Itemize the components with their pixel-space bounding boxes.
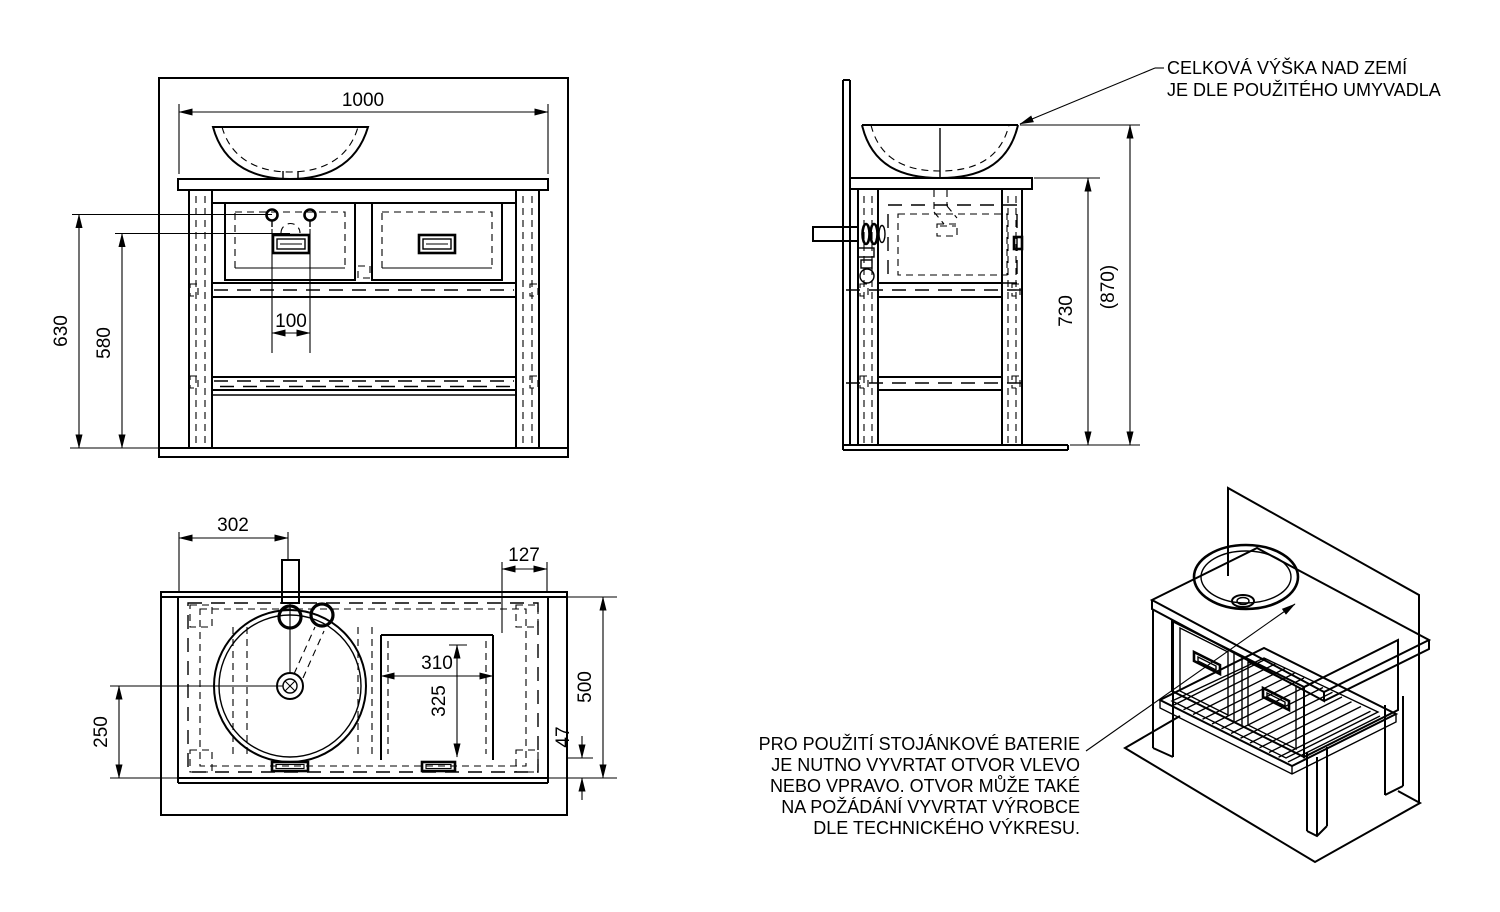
backsplash-panel — [159, 78, 568, 457]
side-view — [813, 68, 1164, 450]
dim-counter-height: 730 — [1056, 295, 1077, 327]
leg-right — [516, 190, 539, 448]
note-overall-height-line2: JE DLE POUŽITÉHO UMYVADLA — [1167, 80, 1441, 100]
handle-iso-left — [1194, 652, 1220, 674]
dim-bowl-center: 302 — [217, 515, 249, 536]
faucet-hole-right — [305, 210, 316, 221]
hidden-drawer-box — [888, 205, 1017, 283]
leader-overall-height — [1020, 68, 1155, 124]
dim-front-width: 1000 — [341, 90, 385, 111]
dim-depth: 500 — [575, 671, 596, 703]
drawer-band-front — [1172, 621, 1304, 757]
leader-faucet-note — [1086, 604, 1295, 751]
note-faucet-line2: JE NUTNO VYVRTAT OTVOR VLEVO — [771, 755, 1080, 775]
leg-front — [1002, 189, 1022, 445]
leg-left — [189, 190, 212, 448]
dim-drain-from-front: 250 — [91, 716, 112, 748]
dim-overall-height: (870) — [1098, 264, 1119, 310]
handle-plan-left — [272, 762, 308, 771]
note-faucet-line1: PRO POUŽITÍ STOJÁNKOVÉ BATERIE — [758, 734, 1080, 754]
countertop-side — [850, 178, 1032, 189]
leg-iso-front-left — [1153, 610, 1173, 757]
dim-front-height-holes: 630 — [51, 315, 72, 347]
note-overall-height-line1: CELKOVÁ VÝŠKA NAD ZEMÍ — [1167, 58, 1408, 78]
leg-iso-front-right — [1307, 747, 1327, 836]
dim-front-overhang: 47 — [553, 726, 574, 748]
note-faucet-line5: DLE TECHNICKÉHO VÝKRESU. — [813, 818, 1080, 838]
top-view — [91, 515, 617, 815]
note-faucet-line3: NEBO VPRAVO. OTVOR MŮŽE TAKÉ — [769, 776, 1080, 796]
drain-trap-hidden — [934, 190, 957, 236]
dim-drawer-depth: 325 — [429, 685, 450, 717]
dim-drawer-width: 310 — [421, 653, 453, 674]
annotations — [759, 57, 1441, 838]
siphon-arc — [281, 224, 300, 234]
basin-bowl-front-hidden — [222, 127, 358, 172]
dim-hole-spacing: 100 — [275, 311, 307, 332]
countertop-front — [178, 179, 548, 190]
drawer-handle-right — [419, 235, 455, 253]
basin-bowl-iso — [1194, 545, 1298, 609]
dim-right-section: 127 — [508, 545, 540, 566]
isometric-view — [1086, 488, 1429, 862]
drawer-handle-left — [273, 235, 309, 253]
note-faucet-line4: NA POŽÁDÁNÍ VYVRTAT VÝROBCE — [781, 797, 1080, 817]
front-view — [51, 78, 568, 457]
dim-front-height-handle: 580 — [94, 327, 115, 359]
spout-hidden — [294, 627, 315, 674]
latch — [1014, 237, 1022, 249]
